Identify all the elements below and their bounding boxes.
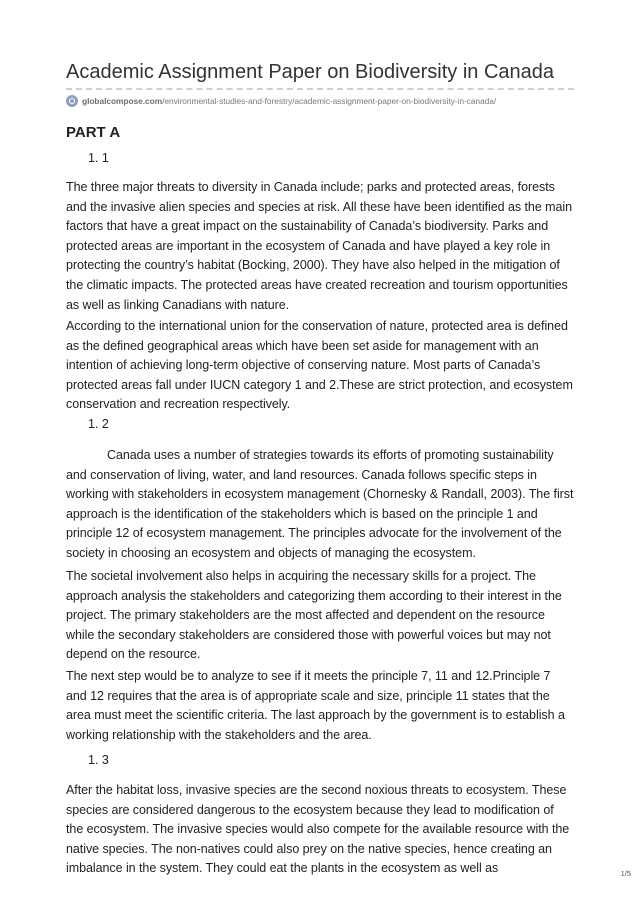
section-heading: PART A [66, 124, 121, 141]
paragraph: The next step would be to analyze to see if it meets the principle 7, 11 and 12.Principle 7 and 12 requires that the area is of appropriate scale and size, principle 11 states that the area must meet the scientific criteria. The last approach by the government is to establish a working relationship with the stakeholders and the area. [66, 669, 565, 742]
source-path: /environmental-studies-and-forestry/academic-assignment-paper-on-biodiversity-in-canada/ [162, 96, 497, 106]
source-domain: globalcompose.com [82, 96, 163, 106]
page-indicator: 1/5 [620, 869, 631, 878]
list-item-marker: 1. 3 [88, 753, 109, 767]
paragraph: The societal involvement also helps in acquiring the necessary skills for a project. The approach analysis the stakeholders and categorizing them according to their interest in the project. The primary stakeholders are the most affected and dependent on the resource while the secondary stakeholders are considered those with powerful voices but may not depend on the resource. [66, 569, 562, 662]
document-title: Academic Assignment Paper on Biodiversity in Canada [66, 61, 555, 83]
source-link[interactable] [66, 94, 496, 108]
paragraph: According to the international union for the conservation of nature, protected area is defined as the defined geographical areas which have been set aside for management with an intention of achieving long-term objective of conserving nature. Most parts of Canada’s protected areas fall under IUCN category 1 and 2.These are strict protection, and ecosystem conservation and recreation respectively. [66, 319, 573, 412]
title-divider [66, 88, 574, 90]
paragraph: After the habitat loss, invasive species are the second noxious threats to ecosystem. These species are considered dangerous to the ecosystem because they lead to modification of the ecosystem. The invasive species would also compete for the available resource with the native species. The non-natives could also prey on the native species, hence creating an imbalance in the system. They could eat the plants in the ecosystem as well as [66, 783, 570, 876]
list-item-marker: 1. 1 [88, 151, 109, 165]
list-item-marker: 1. 2 [88, 417, 109, 431]
paragraph: Canada uses a number of strategies towards its efforts of promoting sustainability and conservation of living, water, and land resources. Canada follows specific steps in working with stakeholders in ecosystem management (Chornesky & Randall, 2003). The first approach is the identification of the stakeholders which is based on the principle 1 and principle 12 of ecosystem management. The principles advocate for the involvement of the society in choosing an ecosystem and objects of managing the ecosystem. [66, 448, 574, 560]
globe-icon [66, 95, 78, 107]
paragraph: The three major threats to diversity in Canada include; parks and protected areas, forests and the invasive alien species and species at risk. All these have been identified as the main factors that have a great impact on the sustainability of Canada’s biodiversity. Parks and protected areas are important in the ecosystem of Canada and have played a key role in protecting the country’s habitat (Bocking, 2000). They have also helped in the mitigation of the climatic impacts. The protected areas have created recreation and tourism opportunities as well as linking Canadians with nature. [66, 180, 573, 312]
